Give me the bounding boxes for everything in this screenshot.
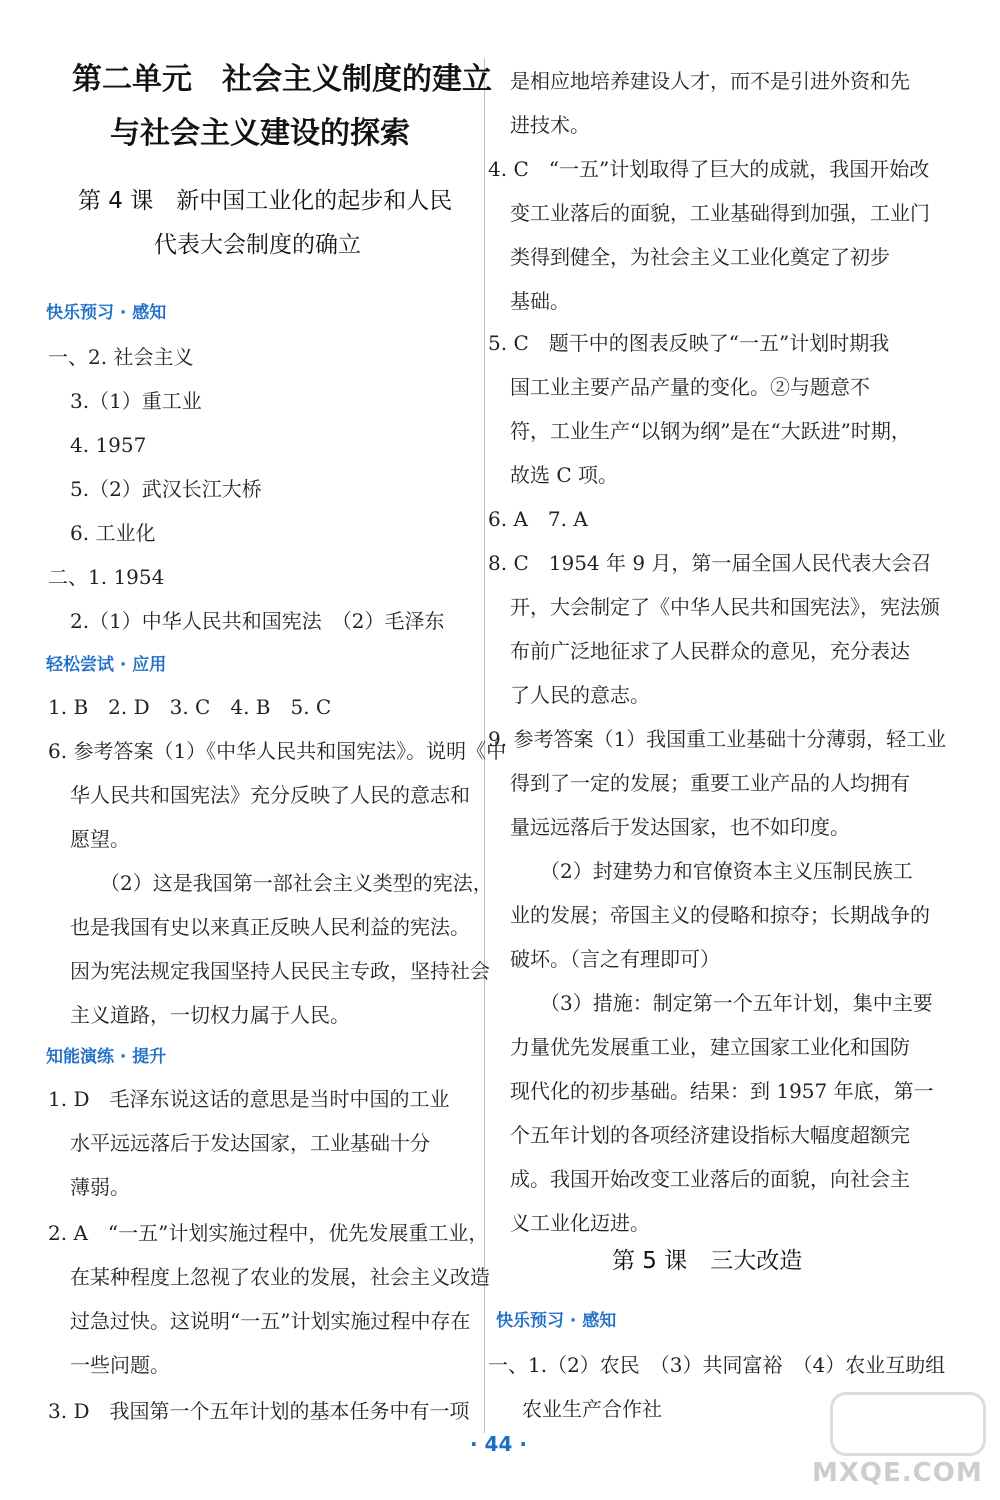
answer-line: 业的发展；帝国主义的侵略和掠夺；长期战争的: [510, 903, 930, 927]
answer-line: 愿望。: [70, 827, 130, 851]
answer-line: 也是我国有史以来真正反映人民利益的宪法。: [70, 915, 470, 939]
answer-line: 1. B 2. D 3. C 4. B 5. C: [48, 695, 332, 719]
answer-line: 6. A 7. A: [488, 507, 588, 531]
watermark: [812, 1392, 990, 1492]
answer-line: 在某种程度上忽视了农业的发展，社会主义改造: [70, 1265, 490, 1289]
answer-line: 二、1. 1954: [48, 565, 165, 589]
answer-line: （2）封建势力和官僚资本主义压制民族工: [540, 859, 913, 883]
answer-line: 主义道路，一切权力属于人民。: [70, 1003, 350, 1027]
answer-line: 了人民的意志。: [510, 683, 650, 707]
answer-line: 是相应地培养建设人才，而不是引进外资和先: [510, 69, 910, 93]
section-heading-try: 轻松尝试 · 应用: [46, 655, 167, 675]
answer-line: 一、2. 社会主义: [48, 345, 194, 369]
lesson4-title-line-2: 代表大会制度的确立: [154, 232, 361, 258]
answer-line: 华人民共和国宪法》充分反映了人民的意志和: [70, 783, 470, 807]
answer-line: 得到了一定的发展；重要工业产品的人均拥有: [510, 771, 910, 795]
unit-title-line-2: 与社会主义建设的探索: [110, 116, 410, 151]
page-number: · 44 ·: [470, 1432, 527, 1456]
answer-line: 一些问题。: [70, 1353, 170, 1377]
answer-line: 开，大会制定了《中华人民共和国宪法》，宪法颁: [510, 595, 940, 619]
lesson5-title: 第 5 课 三大改造: [612, 1248, 803, 1274]
answer-line: 过急过快。这说明“一五”计划实施过程中存在: [70, 1309, 471, 1333]
answer-line: 成。我国开始改变工业落后的面貌，向社会主: [510, 1167, 910, 1191]
answer-line: （3）措施：制定第一个五年计划，集中主要: [540, 991, 933, 1015]
answer-line: 个五年计划的各项经济建设指标大幅度超额完: [510, 1123, 910, 1147]
lesson4-title-line-1: 第 4 课 新中国工业化的起步和人民: [78, 188, 453, 214]
answer-line: 3. D 我国第一个五年计划的基本任务中有一项: [48, 1399, 470, 1423]
answer-line: 1. D 毛泽东说这话的意思是当时中国的工业: [48, 1087, 450, 1111]
answer-line: 力量优先发展重工业，建立国家工业化和国防: [510, 1035, 910, 1059]
answer-line: 5. C 题干中的图表反映了“一五”计划时期我: [488, 331, 890, 355]
answer-line: 符，工业生产“以钢为纲”是在“大跃进”时期，: [510, 419, 911, 443]
answer-line: 布前广泛地征求了人民群众的意见，充分表达: [510, 639, 910, 663]
watermark-logo-icon: [830, 1392, 986, 1456]
section-heading-preview: 快乐预习 · 感知: [46, 303, 167, 323]
answer-line: 进技术。: [510, 113, 590, 137]
answer-line: 基础。: [510, 289, 570, 313]
answer-line: 量远远落后于发达国家，也不如印度。: [510, 815, 850, 839]
answer-line: 5.（2）武汉长江大桥: [70, 477, 262, 501]
answer-line: 8. C 1954 年 9 月，第一届全国人民代表大会召: [488, 551, 932, 575]
answer-line: 薄弱。: [70, 1175, 130, 1199]
answer-line: 一、1.（2）农民 （3）共同富裕 （4）农业互助组: [488, 1353, 946, 1377]
answer-line: 现代化的初步基础。结果：到 1957 年底，第一: [510, 1079, 934, 1103]
answer-line: 2. A “一五”计划实施过程中，优先发展重工业，: [48, 1221, 489, 1245]
answer-line: 义工业化迈进。: [510, 1211, 650, 1235]
answer-line: 类得到健全，为社会主义工业化奠定了初步: [510, 245, 890, 269]
answer-line: 3.（1）重工业: [70, 389, 202, 413]
answer-line: 破坏。（言之有理即可）: [510, 947, 720, 971]
section-heading-preview-2: 快乐预习 · 感知: [496, 1311, 617, 1331]
answer-line: 4. 1957: [70, 433, 147, 457]
answer-line: 6. 参考答案（1）《中华人民共和国宪法》。说明《中: [48, 739, 507, 763]
answer-line: 国工业主要产品产量的变化。②与题意不: [510, 375, 870, 399]
answer-line: 6. 工业化: [70, 521, 156, 545]
answer-line: 2.（1）中华人民共和国宪法 （2）毛泽东: [70, 609, 445, 633]
section-heading-practice: 知能演练 · 提升: [46, 1047, 167, 1067]
answer-line: 4. C “一五”计划取得了巨大的成就，我国开始改: [488, 157, 930, 181]
answer-line: 9. 参考答案（1）我国重工业基础十分薄弱，轻工业: [488, 727, 947, 751]
unit-title-line-1: 第二单元 社会主义制度的建立: [72, 62, 492, 97]
answer-line: 故选 C 项。: [510, 463, 619, 487]
answer-line: （2）这是我国第一部社会主义类型的宪法，: [100, 871, 493, 895]
answer-line: 变工业落后的面貌，工业基础得到加强，工业门: [510, 201, 930, 225]
answer-line: 农业生产合作社: [522, 1397, 662, 1421]
answer-line: 因为宪法规定我国坚持人民民主专政，坚持社会: [70, 959, 490, 983]
answer-line: 水平远远落后于发达国家，工业基础十分: [70, 1131, 430, 1155]
watermark-text: MXQE.COM: [812, 1458, 983, 1488]
